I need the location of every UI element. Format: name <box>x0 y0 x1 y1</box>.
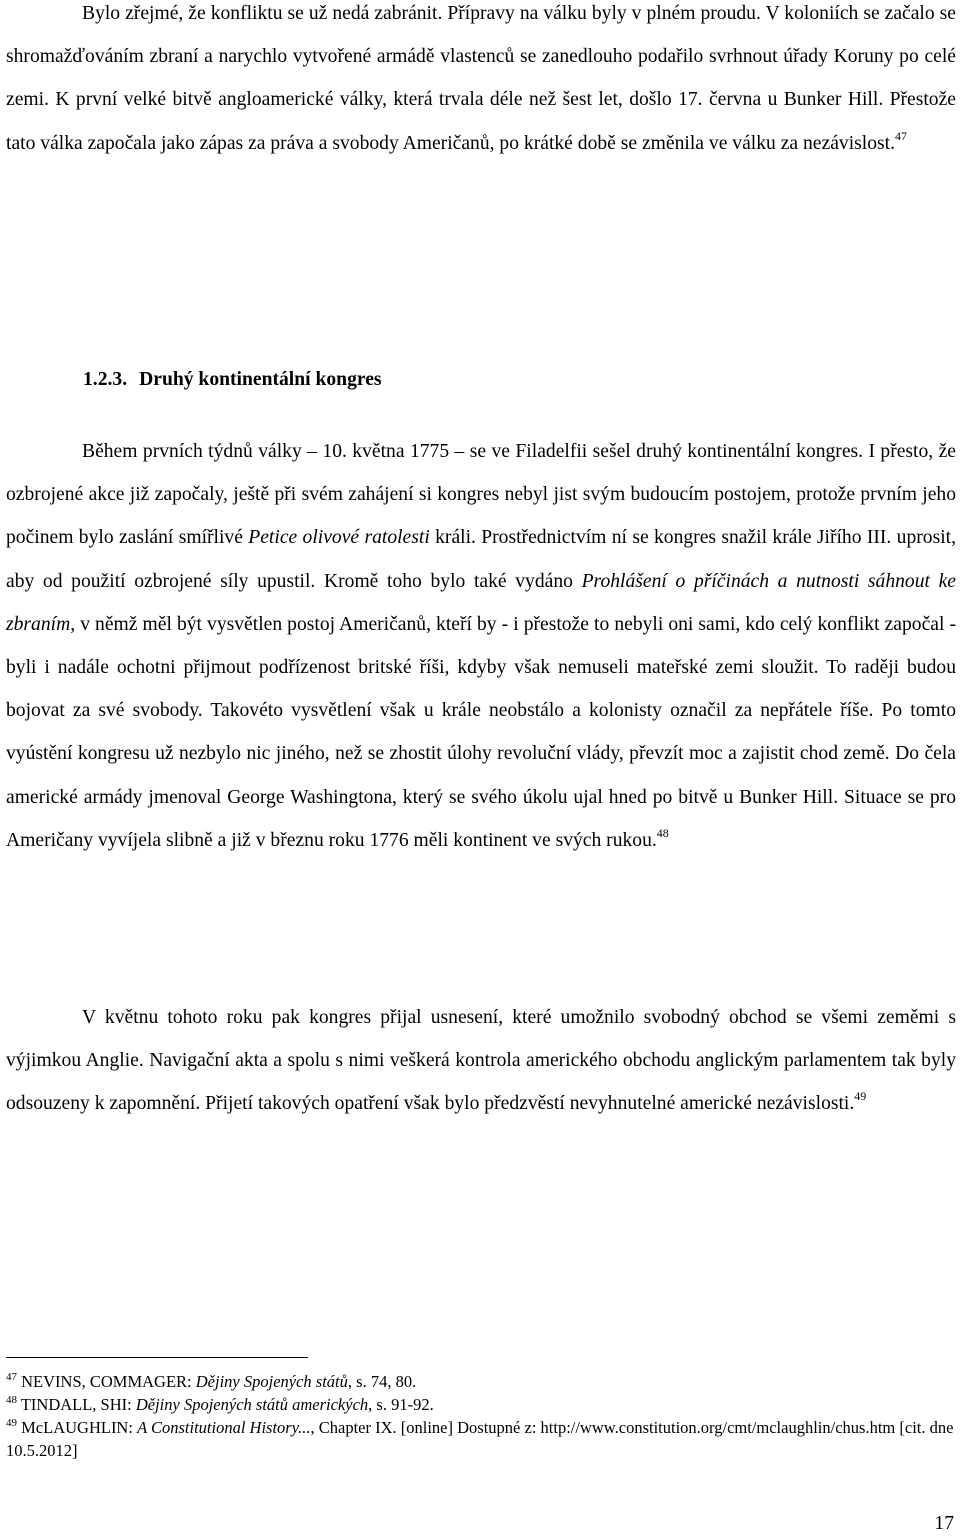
footnote-text: , Chapter IX. [online] Dostupné z: http://www.constitution.org/cmt/mclaughlin/chus.htm [cit. dne 10.5.2012] <box>6 1418 954 1460</box>
footnote <box>6 1370 956 1393</box>
footnote-text: NEVINS, COMMAGER: <box>21 1372 196 1391</box>
paragraph-text: králi. Prostřednictvím ní se kongres snažil krále Jiřího III. uprosit, aby od použití ozbrojené síly upustil. Kromě toho bylo také vydáno <box>6 527 956 592</box>
footnote <box>6 1416 956 1462</box>
paragraph-text: V květnu tohoto roku pak kongres přijal usnesení, které umožnilo svobodný obchod se všemi zeměmi s výjimkou Anglie. Navigační akta a spolu s nimi veškerá kontrola amerického obchodu anglickým parlamentem tak byly odsouzeny k zapomnění. Přijetí takových opatření však bylo předzvěstí nevyhnutelné americké nezávislosti. <box>6 1007 956 1115</box>
paragraph <box>6 0 956 165</box>
footnote-title: Dějiny Spojených států <box>195 1372 348 1391</box>
paragraph <box>6 996 956 1126</box>
italic-title: Prohlášení o příčinách a nutnosti sáhnout ke zbraním <box>6 570 956 635</box>
footnote-number: 49 <box>6 1417 17 1429</box>
footnote-title: Dějiny Spojených států amerických <box>135 1395 369 1414</box>
paragraph-text: Během prvních týdnů války – 10. května 1775 – se ve Filadelfii sešel druhý kontinentální kongres. I přesto, že ozbrojené akce již započaly, ještě při svém zahájení si kongres nebyl jist svým budoucím postojem, protože prvním jeho počinem bylo zaslání smířlivé <box>6 441 956 549</box>
footnote-text: , s. 74, 80. <box>347 1372 417 1391</box>
footnote-title: A Constitutional History... <box>137 1418 311 1437</box>
footnote-number: 47 <box>6 1371 17 1383</box>
footnote-text: McLAUGHLIN: <box>21 1418 138 1437</box>
footnote <box>6 1393 956 1416</box>
footnote-number: 48 <box>6 1394 17 1406</box>
section-heading <box>83 364 382 396</box>
section-title: Druhý kontinentální kongres <box>139 369 382 390</box>
footnote-ref[interactable]: 47 <box>894 128 907 143</box>
footnote-text: , s. 91-92. <box>368 1395 434 1414</box>
footnotes <box>6 1370 956 1462</box>
italic-title: Petice olivové ratolesti <box>248 527 430 549</box>
footnote-separator <box>6 1357 308 1358</box>
paragraph <box>6 430 956 862</box>
section-number: 1.2.3. <box>83 369 128 390</box>
paragraph-text: , v němž měl být vysvětlen postoj Američanů, kteří by - i přestože to nebyli oni sami, kdo celý konflikt započal - byli i nadále ochotni přijmout podřízenost britské říši, kdyby však nemuseli mateřské zemi sloužit. To raději budou bojovat za své svobody. Takovéto vysvětlení však u krále neobstálo a kolonisty označil za nepřátele říše. Po tomto vyústění kongresu už nezbylo nic jiného, než se zhostit úlohy revoluční vlády, převzít moc a zajistit chod země. Do čela americké armády jmenoval George Washingtona, který se svého úkolu ujal hned po bitvě u Bunker Hill. Situace se pro Američany vyvíjela slibně a již v březnu roku 1776 měli kontinent ve svých rukou. <box>6 613 956 851</box>
page-number: 17 <box>934 1513 954 1534</box>
paragraph-text: Bylo zřejmé, že konfliktu se už nedá zabránit. Přípravy na válku byly v plném proudu. V koloniích se začalo se shromažďováním zbraní a narychlo vytvořené armádě vlastenců se zanedlouho podařilo svrhnout úřady Koruny po celé zemi. K první velké bitvě angloamerické války, která trvala déle než šest let, došlo 17. června u Bunker Hill. Přestože tato válka započala jako zápas za práva a svobody Američanů, po krátké době se změnila ve válku za nezávislost. <box>6 3 956 154</box>
footnote-text: TINDALL, SHI: <box>20 1395 136 1414</box>
footnote-ref[interactable]: 49 <box>854 1089 867 1104</box>
footnote-ref[interactable]: 48 <box>656 825 669 840</box>
